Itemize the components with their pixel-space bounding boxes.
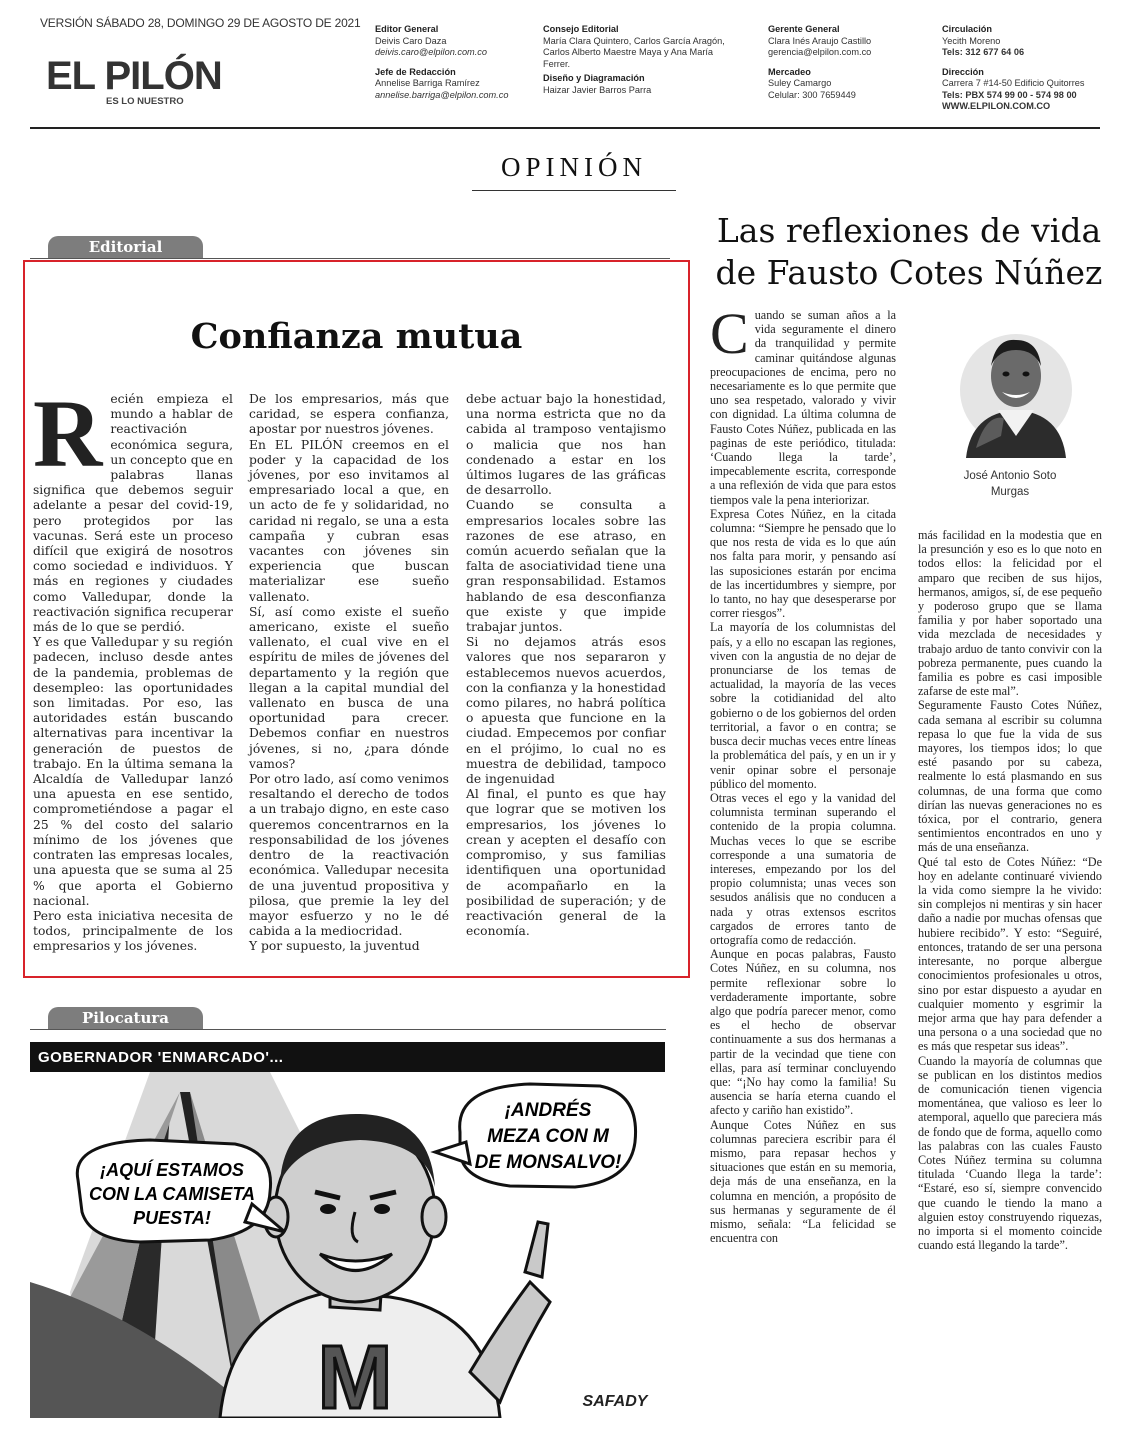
newspaper-slogan: ES LO NUESTRO [106, 96, 184, 107]
staff-column-4 [942, 24, 1112, 113]
opinion-paragraph: Cuando la mayoría de columnas que se publican en los distintos medios de comunicación tienen vigencia momentánea, que valioso es leer lo atemporal, aquello que pareciera más de fondo que de forma, aquello como las palabras con las cuales Fausto Cotes Núñez termina su columna titulada ‘Cuando llega la tarde’: “Estaré, eso sí, siempre convencido que cuando le tiendo la mano a alguien estoy construyendo riquezas, no importa si el momento coincide cuando está llegando la tarde”. [918, 1053, 1102, 1253]
editorial-paragraph: debe actuar bajo la honestidad, una norma estricta que no da cabida al tramposo ventajismo o malicia que nos han condenado a estar en los últimos lugares de las gráficas de desarrollo. [466, 392, 666, 498]
section-title: OPINIÓN [501, 152, 647, 182]
shirt-letter: M [317, 1328, 393, 1418]
author-caption [950, 468, 1070, 500]
editorial-dropcap: R [33, 380, 103, 487]
staff-name: Suley Camargo [768, 78, 832, 88]
opinion-paragraph: La mayoría de los columnistas del país, y a ello no escapan las regiones, viven con la angustia de no dejar de pronunciarse de los temas de actualidad, la mayoría de las veces sobre la cotidianidad del alto gobierno o de los gobiernos del orden territorial, a favor o en contra; se busca decir muchas veces entre líneas la problemática del país, y en un ir y venir opinar sobre el personaje público del momento. [710, 620, 896, 791]
staff-column-2 [543, 24, 758, 96]
staff-role: Dirección [942, 66, 984, 77]
opinion-column-2 [918, 528, 1102, 1252]
staff-name: Yecith Moreno [942, 35, 1001, 46]
website-link[interactable]: WWW.ELPILON.COM.CO [942, 101, 1051, 111]
author-name: José Antonio Soto [963, 470, 1057, 482]
author-name: Murgas [990, 486, 1030, 498]
author-photo [956, 318, 1074, 458]
editorial-column-2 [249, 392, 449, 955]
staff-phone: Celular: 300 7659449 [768, 89, 856, 100]
editorial-column-1 [33, 380, 233, 955]
editorial-paragraph: Al final, el punto es que hay que lograr que se motiven los empresarios, los jóvenes lo crean y acepten el desafío con compromiso, y sus familias identifiquen una oportunidad de acompañarlo en la posibilidad de superación; y de reactivación general de la economía. [466, 787, 666, 939]
opinion-paragraph: Aunque en pocas palabras, Fausto Cotes Núñez, en su columna, nos permite reflexionar sobre lo verdaderamente importante, sobre algo que podría parecer menor, como es el hecho de observar continuamente a sus dos hermanas a partir de la vecindad que tiene con ellas, para así terminar concluyendo que: “¡No hay como la familia! Su ausencia se haría eterna cuando el afecto y cariño han existido”. [710, 947, 896, 1118]
cartoon-headline: GOBERNADOR 'ENMARCADO'... [30, 1042, 665, 1072]
editorial-paragraph: Si no dejamos atrás esos valores que nos separaron y establecemos nuevos acuerdos, con la confianza y la honestidad como pilares, no habrá política o apuesta que funcione en la ciudad. Empecemos por confiar en el prójimo, lo cual no es muestra de debilidad, tampoco de ingenuidad [466, 635, 666, 787]
edition-date: VERSIÓN SÁBADO 28, DOMINGO 29 DE AGOSTO DE 2021 [40, 16, 361, 30]
staff-phone: Tels: PBX 574 99 00 - 574 98 00 [942, 89, 1077, 100]
cartoon-tab-rule [30, 1029, 666, 1030]
opinion-paragraph: Qué tal esto de Cotes Núñez: “De hoy en adelante continuaré viviendo la vida como siempre la he vivido: sin complejos ni mentiras y sin hacer daño a nadie por muchas ofensas que hubiere recibido”. Y esto: “Seguiré, entonces, tratando de ser una persona interesante, no porque albergue conocimientos profesionales u otros, sino por estar dispuesto a ayudar en cualquier momento y esgrimir la mejor arma que hay para defender a una persona o a una sociedad que no es más que respetar sus ideas”. [918, 854, 1102, 1054]
opinion-paragraph: Seguramente Fausto Cotes Núñez, cada semana al escribir su columna repasa lo que fue la vida de sus mayores, los tiempos idos; lo que esté pasando por su cabeza, realmente lo está plasmando en sus columnas, de una forma que como dirían las nuevas generaciones no es tóxica, por el contrario, genera sentimientos encontrados en uno y más de una enseñanza. [918, 698, 1102, 855]
opinion-paragraph: uando se suman años a la vida seguramente el dinero da tranquilidad y permite caminar quitándose algunas preocupaciones de encima, pero no necesariamente es lo que permite que uno sea respetado, valorado y vivir con dignidad. La última columna de Fausto Cotes Núñez, publicada en las paginas de este periódico, titulada: ‘Cuando llega la tarde’, impecablemente escrita, corresponde a una reflexión de vida que para estos tiempos vale la pena interiorizar. [710, 308, 896, 507]
staff-name: María Clara Quintero, Carlos García Aragón, [543, 35, 725, 46]
bubble-right-line: MEZA CON M [487, 1126, 609, 1147]
cartoonist-signature: SAFADY [582, 1393, 648, 1410]
opinion-paragraph: Expresa Cotes Núñez, en la citada columna: “Siempre he pensado que lo que nos resta de vida es lo que aún nos falta para morir, y pensando así las suposiciones estarán por encima de las incertidumbres y siempre, por lo tanto, no hay que desesperarse por correr riesgos”. [710, 506, 896, 621]
staff-email: gerencia@elpilon.com.co [768, 47, 872, 57]
editorial-paragraph: Sí, así como existe el sueño americano, existe el sueño vallenato, el cual vive en el espíritu de miles de jóvenes del departamento y la región que llegan a la capital mundial del vallenato en busca de una oportunidad para crecer. Debemos confiar en nuestros jóvenes, si no, ¿para dónde vamos? [249, 604, 449, 771]
bubble-right-line: ¡ANDRÉS [504, 1100, 592, 1121]
editorial-paragraph: Cuando se consulta a empresarios locales sobre las razones de ese atraso, en común acuerdo señalan que la falta de asociatividad tiene una gran responsabilidad. Estamos hablando de esa desconfianza que existe y que impide trabajar juntos. [466, 498, 666, 635]
opinion-column-1 [710, 301, 896, 1246]
staff-role: Mercadeo [768, 66, 811, 77]
editorial-column-3 [466, 392, 666, 939]
bubble-right-line: DE MONSALVO! [474, 1152, 622, 1173]
staff-name: Haizar Javier Barros Parra [543, 84, 652, 95]
opinion-title [704, 210, 1114, 294]
staff-role: Editor General [375, 24, 439, 34]
cartoon-drawing [30, 1072, 665, 1418]
staff-role: Gerente General [768, 24, 840, 34]
editorial-paragraph: ecién empieza el mundo a hablar de reactivación económica segura, un concepto que en palabras llanas significa que debemos seguir adelante a pesar del covid-19, pero protegidos por las vacunas. Será este un proceso difícil que exigirá de nosotros como sociedad e individuos. Y más en regiones y ciudades como Valledupar, donde la reactivación significa recuperar más de lo que se perdió. [33, 392, 233, 635]
editorial-paragraph: Y es que Valledupar y su región padecen, incluso desde antes de la pandemia, problemas de desempleo: las oportunidades son limitadas. Por eso, las autoridades están buscando alternativas para incentivar la generación de puestos de trabajo. En la última semana la Alcaldía de Valledupar lanzó una apuesta en ese sentido, comprometiéndose a pagar el 25 % del costo del salario mínimo de los jóvenes que contraten las empresas locales, una apuesta que se suma al 25 % que aporta el Gobierno nacional. [33, 635, 233, 908]
section-rule [472, 190, 676, 191]
editorial-paragraph: Por otro lado, así como venimos resaltando el derecho de todos a un trabajo digno, en este caso queremos concentrarnos en la responsabilidad de los jóvenes dentro de la reactivación económica. Valledupar necesita de una juventud propositiva y pilosa, que premie la ley del mayor esfuerzo y no le dé cabida a la mediocridad. [249, 772, 449, 939]
staff-role: Circulación [942, 24, 993, 34]
bubble-left-line: ¡AQUÍ ESTAMOS [100, 1160, 244, 1180]
bubble-left-line: CON LA CAMISETA [89, 1184, 255, 1204]
staff-name: Ferrer. [543, 58, 571, 69]
staff-name: Deivis Caro Daza [375, 35, 447, 46]
editorial-paragraph: De los empresarios, más que caridad, se espera confianza, apostar por nuestros jóvenes. [249, 392, 449, 437]
opinion-title-line: Las reflexiones de vida [716, 211, 1102, 250]
opinion-dropcap: C [710, 301, 749, 366]
editorial-paragraph: Y por supuesto, la juventud [249, 939, 420, 954]
opinion-paragraph: Aunque Cotes Núñez en sus columnas pareciera escribir para él mismo, para repasar hechos y situaciones que están en su memoria, deja más de una enseñanza, en la columna en mención, a propósito de sus hermanas y seguramente de él mismo, señala: “La felicidad se encuentra con [710, 1117, 896, 1246]
staff-email: annelise.barriga@elpilon.com.co [375, 89, 509, 100]
staff-role: Diseño y Diagramación [543, 73, 645, 83]
staff-column-3 [768, 24, 933, 101]
staff-column-1 [375, 24, 535, 101]
editorial-tab-rule [30, 258, 670, 259]
staff-role: Consejo Editorial [543, 24, 619, 34]
masthead-rule [30, 127, 1100, 129]
staff-role: Jefe de Redacción [375, 66, 456, 77]
staff-name: Annelise Barriga Ramírez [375, 78, 480, 88]
editorial-paragraph: En EL PILÓN creemos en el poder y la capacidad de los jóvenes, por eso invitamos al empresariado local a que, en un acto de fe y solidaridad, no caridad ni regalo, se una a esta campaña y cubran esas vacantes con jóvenes sin experiencia que buscan materializar ese sueño vallenato. [249, 437, 449, 604]
cartoon-tab: Pilocatura [48, 1007, 203, 1029]
staff-address: Carrera 7 #14-50 Edificio Quitorres [942, 78, 1085, 88]
staff-phone: Tels: 312 677 64 06 [942, 47, 1025, 57]
staff-name: Clara Inés Araujo Castillo [768, 35, 872, 46]
opinion-paragraph: más facilidad en la modestia que en la presunción y eso es lo que noto en todos ellos: la felicidad por el amparo que reciben de sus hijos, hermanos, amigos, sí, de ese pequeño y poderoso grupo que se llama familia y por haber soportado una vida mezclada de necesidades y trabajo arduo de tanto convivir con la pobreza permanente, pues cuando la familia es pobre es casi imposible zafarse de este mal”. [918, 528, 1102, 699]
opinion-paragraph: Otras veces el ego y la vanidad del columnista terminan superando el contenido de la propia columna. Muchas veces lo que se escribe corresponde a una sumatoria de intereses, empezando por los del propio columnista; unas veces son sesudos análisis que no conducen a nada y otras extensos escritos cargados de errores tanto de ortografía como de redacción. [710, 790, 896, 947]
editorial-paragraph: Pero esta iniciativa necesita de todos, principalmente de los empresarios y los jóvenes. [33, 908, 233, 954]
staff-email: deivis.caro@elpilon.com.co [375, 47, 487, 57]
bubble-left-line: PUESTA! [133, 1208, 211, 1228]
staff-name: Carlos Alberto Maestre Maya y Ana María [543, 47, 714, 57]
newspaper-logo: EL PILÓN [46, 54, 222, 98]
editorial-tab: Editorial [48, 236, 203, 258]
editorial-title: Confianza mutua [190, 316, 523, 357]
opinion-title-line: de Fausto Cotes Núñez [715, 253, 1103, 292]
cartoon-illustration [30, 1072, 665, 1418]
